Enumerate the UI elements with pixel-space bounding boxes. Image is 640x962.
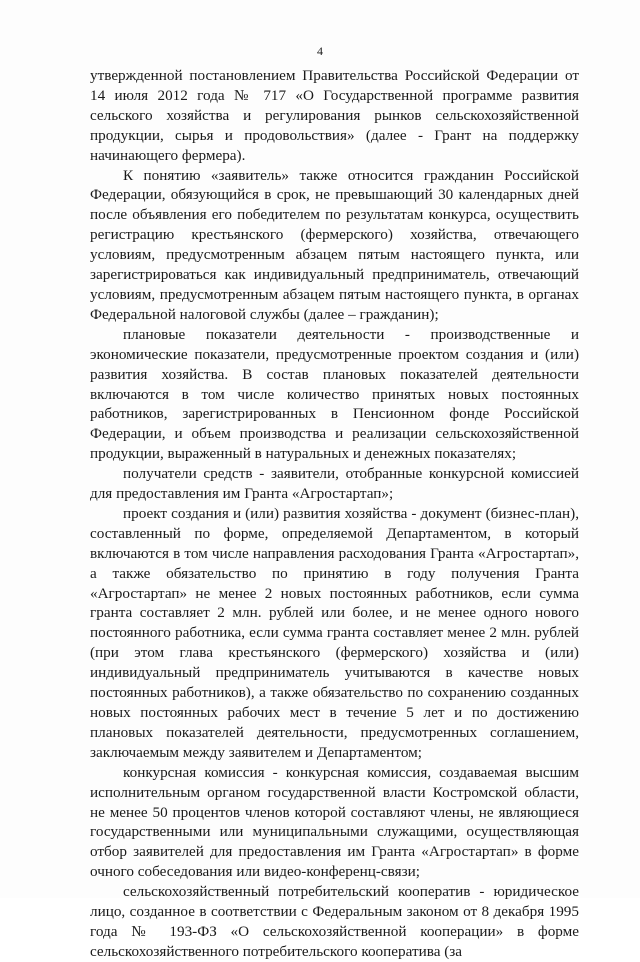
paragraph-applicant-definition: К понятию «заявитель» также относится гражданин Российской Федерации, обязующийся в срок, не превышающий 30 календарных дней после объявления его победителем по результатам конкурса, осуществить регистрацию крестьянского (фермерского) хозяйства, отвечающего условиям, предусмотренным абзацем пятым настоящего пункта, или зарегистрироваться как индивидуальный предприниматель, отвечающий условиям, предусмотренным абзацем пятым настоящего пункта, в органах Федеральной налоговой службы (далее – гражданин); xyxy=(90,166,579,323)
paragraph-cooperative: сельскохозяйственный потребительский кооператив - юридическое лицо, созданное в соответствии с Федеральным законом от 8 декабря 1995 года № 193-ФЗ «О сельскохозяйственной кооперации» в форме сельскохозяйственного потребительского кооператива (за xyxy=(90,883,579,960)
paragraph-competition-commission: конкурсная комиссия - конкурсная комиссия, создаваемая высшим исполнительным органом государственной власти Костромской области, не менее 50 процентов членов которой составляют члены, не являющиеся государственными или муниципальными служащими, осуществляющая отбор заявителей для предоставления им Гранта «Агростартап» в форме очного собеседования или видео-конференц-связи; xyxy=(90,763,579,881)
paragraph-planned-indicators: плановые показатели деятельности - производственные и экономические показатели, предусмотренные проектом создания и (или) развития хозяйства. В состав плановых показателей деятельности включаются в том числе количество принятых новых постоянных работников, зарегистрированных в Пенсионном фонде Российской Федерации, и объем производства и реализации сельскохозяйственной продукции, выраженный в натуральных и денежных показателях; xyxy=(90,325,579,463)
paragraph-grant-definition-continuation: утвержденной постановлением Правительства Российской Федерации от 14 июля 2012 года № 717 «О Государственной программе развития сельского хозяйства и регулирования рынков сельскохозяйственной продукции, сырья и продовольствия» (далее - Грант на поддержку начинающего фермера). xyxy=(90,67,579,164)
page-number: 4 xyxy=(317,44,323,58)
paragraph-recipients: получатели средств - заявители, отобранные конкурсной комиссией для предоставления им Гранта «Агростартап»; xyxy=(90,465,579,503)
document-body xyxy=(90,66,579,962)
paragraph-business-project: проект создания и (или) развития хозяйства - документ (бизнес-план), составленный по форме, определяемой Департаментом, в который включаются в том числе направления расходования Гранта «Агростартап», а также обязательство по принятию в году получения Гранта «Агростартап» не менее 2 новых постоянных работников, если сумма гранта составляет 2 млн. рублей или более, и не менее одного нового постоянного работника, если сумма гранта составляет менее 2 млн. рублей (при этом глава крестьянского (фермерского) хозяйства и (или) индивидуальный предприниматель учитываются в качестве новых постоянных работников), а также обязательство по сохранению созданных новых постоянных рабочих мест в течение 5 лет и по достижению плановых показателей деятельности, предусмотренных соглашением, заключаемым между заявителем и Департаментом; xyxy=(90,504,579,761)
